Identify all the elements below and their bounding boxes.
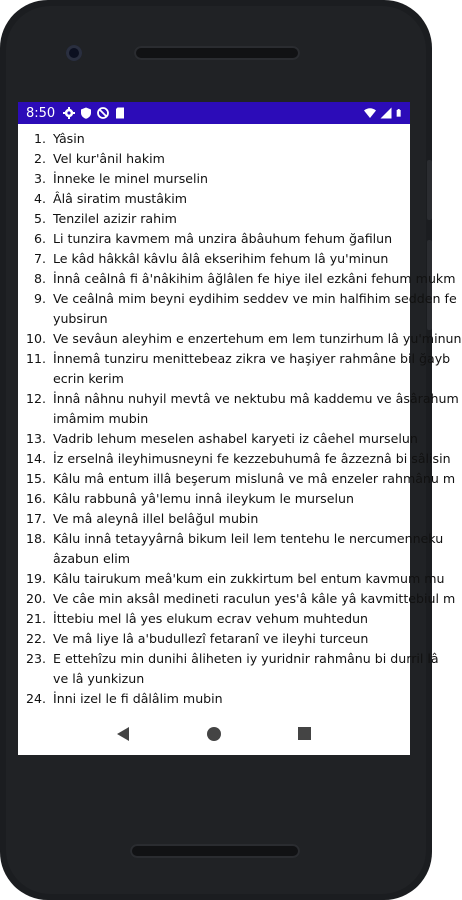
verse-number: 5. [33, 211, 46, 226]
wifi-icon [364, 107, 376, 119]
verse-line: Kâlu tairukum meâ'kum ein zukkirtum bel entum kavmum mu [53, 571, 445, 586]
verse-item [18, 249, 410, 269]
signal-icon [380, 107, 392, 119]
verse-line: E ettehîzu min dunihi âliheten iy yuridnir rahmânu bi durril lâ [53, 651, 439, 666]
verse-text [53, 389, 459, 429]
verse-item [18, 629, 410, 649]
verse-text [53, 569, 445, 589]
verse-number: 15. [25, 471, 46, 486]
earpiece-speaker [134, 46, 300, 60]
verse-line: yubsirun [53, 311, 108, 326]
verse-number: 1. [33, 131, 46, 146]
verse-text [53, 469, 455, 489]
verse-item [18, 269, 456, 289]
verse-line: âzabun elim [53, 551, 131, 566]
battery-icon [396, 107, 404, 119]
verse-line: Kâlu rabbunâ yâ'lemu innâ ileykum le murselun [53, 491, 354, 506]
verse-line: Âlâ siratim mustâkim [53, 191, 188, 206]
verse-number: 8. [33, 271, 46, 286]
verse-item [18, 209, 410, 229]
verse-text [53, 129, 85, 149]
gear-icon [63, 107, 75, 119]
verse-item [18, 149, 410, 169]
verse-number: 14. [25, 451, 46, 466]
verse-text [53, 149, 165, 169]
verse-text [53, 529, 443, 569]
verse-item [18, 609, 410, 629]
verse-number: 13. [25, 431, 46, 446]
verse-item [18, 289, 457, 329]
verse-line: İnnâ ceâlnâ fi â'nâkihim âğlâlen fe hiye ilel ezkâni fehum mukm [53, 271, 456, 286]
verse-number: 22. [25, 631, 46, 646]
verse-number: 3. [33, 171, 46, 186]
verse-number: 9. [33, 291, 46, 306]
verse-list-container[interactable] [18, 124, 462, 707]
sd-card-icon [114, 107, 126, 119]
verse-text [53, 629, 368, 649]
verse-text [53, 589, 455, 609]
verse-line: Kâlu innâ tetayyârnâ bikum leil lem tentehu le nercumenneku [53, 531, 444, 546]
verse-number: 24. [25, 691, 46, 706]
verse-text [53, 229, 392, 249]
verse-item [18, 589, 456, 609]
verse-item [18, 569, 445, 589]
verse-text [53, 289, 457, 329]
shield-icon [80, 107, 92, 119]
verse-line: Ve mâ aleynâ illel belâğul mubin [53, 511, 259, 526]
verse-line: İz erselnâ ileyhimusneyni fe kezzebuhumâ fe âzzeznâ bi sâlisin [53, 451, 451, 466]
bottom-speaker [130, 844, 300, 858]
verse-line: ecrin kerim [53, 371, 124, 386]
verse-item [18, 189, 410, 209]
verse-number: 2. [33, 151, 46, 166]
verse-number: 18. [25, 531, 46, 546]
verse-list [18, 129, 462, 709]
verse-line: Kâlu mâ entum illâ beşerum mislunâ ve mâ enzeler rahmânu m [53, 471, 456, 486]
verse-line: Ve sevâun aleyhim e enzertehum em lem tunzirhum lâ yu'minun [53, 331, 462, 346]
verse-line: Tenzilel azizir rahim [53, 211, 177, 226]
verse-text [53, 269, 455, 289]
verse-line: Vel kur'ânil hakim [53, 151, 165, 166]
verse-item [18, 449, 451, 469]
verse-text [53, 609, 368, 629]
status-icons-right [364, 107, 404, 119]
verse-text [53, 429, 418, 449]
verse-item [18, 349, 451, 389]
verse-text [53, 189, 187, 209]
verse-line: Ve câe min aksâl medineti raculun yes'â kâle yâ kavmittebiul m [53, 591, 456, 606]
verse-item [18, 509, 410, 529]
verse-item [18, 329, 462, 349]
verse-item [18, 229, 410, 249]
verse-number: 16. [25, 491, 46, 506]
verse-line: Yâsin [53, 131, 85, 146]
verse-item [18, 129, 410, 149]
verse-line: Li tunzira kavmem mâ unzira âbâuhum fehum ğafilun [53, 231, 393, 246]
verse-number: 21. [25, 611, 46, 626]
verse-item [18, 529, 444, 569]
verse-number: 7. [33, 251, 46, 266]
verse-item [18, 169, 410, 189]
verse-line: İttebiu mel lâ yes elukum ecrav vehum muhtedun [53, 611, 369, 626]
verse-line: Ve ceâlnâ mim beyni eydihim seddev ve min halfihim sedden fe [53, 291, 457, 306]
verse-item [18, 429, 418, 449]
verse-number: 6. [33, 231, 46, 246]
verse-text [53, 509, 258, 529]
verse-number: 10. [25, 331, 46, 346]
verse-number: 19. [25, 571, 46, 586]
home-button[interactable] [194, 714, 234, 754]
verse-number: 17. [25, 511, 46, 526]
verse-text [53, 349, 450, 389]
status-icons-left [63, 107, 126, 119]
recents-button[interactable] [285, 714, 325, 754]
verse-item [18, 689, 410, 709]
verse-line: Ve mâ liye lâ a'budullezî fetaranî ve ileyhi turceun [53, 631, 369, 646]
verse-item [18, 389, 459, 429]
verse-text [53, 329, 462, 349]
verse-item [18, 489, 410, 509]
verse-line: imâmim mubin [53, 411, 149, 426]
blocked-icon [97, 107, 109, 119]
verse-text [53, 169, 208, 189]
front-camera [66, 45, 82, 61]
verse-line: İnnemâ tunziru menittebeaz zikra ve haşiyer rahmâne bil ğayb [53, 351, 451, 366]
verse-line: İnneke le minel murselin [53, 171, 208, 186]
back-icon [116, 726, 130, 742]
verse-line: ve lâ yunkizun [53, 671, 145, 686]
verse-item [18, 469, 456, 489]
status-bar [18, 102, 410, 124]
back-button[interactable] [103, 714, 143, 754]
verse-line: İnni izel le fi dâlâlim mubin [53, 691, 223, 706]
verse-number: 12. [25, 391, 46, 406]
navigation-bar [18, 712, 410, 755]
home-icon [206, 726, 222, 742]
verse-text [53, 649, 439, 689]
verse-item [18, 649, 439, 689]
verse-number: 4. [33, 191, 46, 206]
verse-text [53, 689, 223, 709]
verse-line: İnnâ nâhnu nuhyil mevtâ ve nektubu mâ kaddemu ve âsârahum [53, 391, 459, 406]
verse-text [53, 449, 451, 469]
power-button [427, 160, 432, 220]
screen [18, 102, 462, 755]
verse-number: 11. [25, 351, 46, 366]
verse-number: 23. [25, 651, 46, 666]
recents-icon [297, 726, 312, 741]
verse-text [53, 249, 388, 269]
verse-text [53, 209, 177, 229]
verse-line: Vadrib lehum meselen ashabel karyeti iz câehel murselun [53, 431, 418, 446]
verse-text [53, 489, 354, 509]
status-time: 8:50 [26, 105, 56, 121]
verse-line: Le kâd hâkkâl kâvlu âlâ ekserihim fehum lâ yu'minun [53, 251, 389, 266]
verse-number: 20. [25, 591, 46, 606]
